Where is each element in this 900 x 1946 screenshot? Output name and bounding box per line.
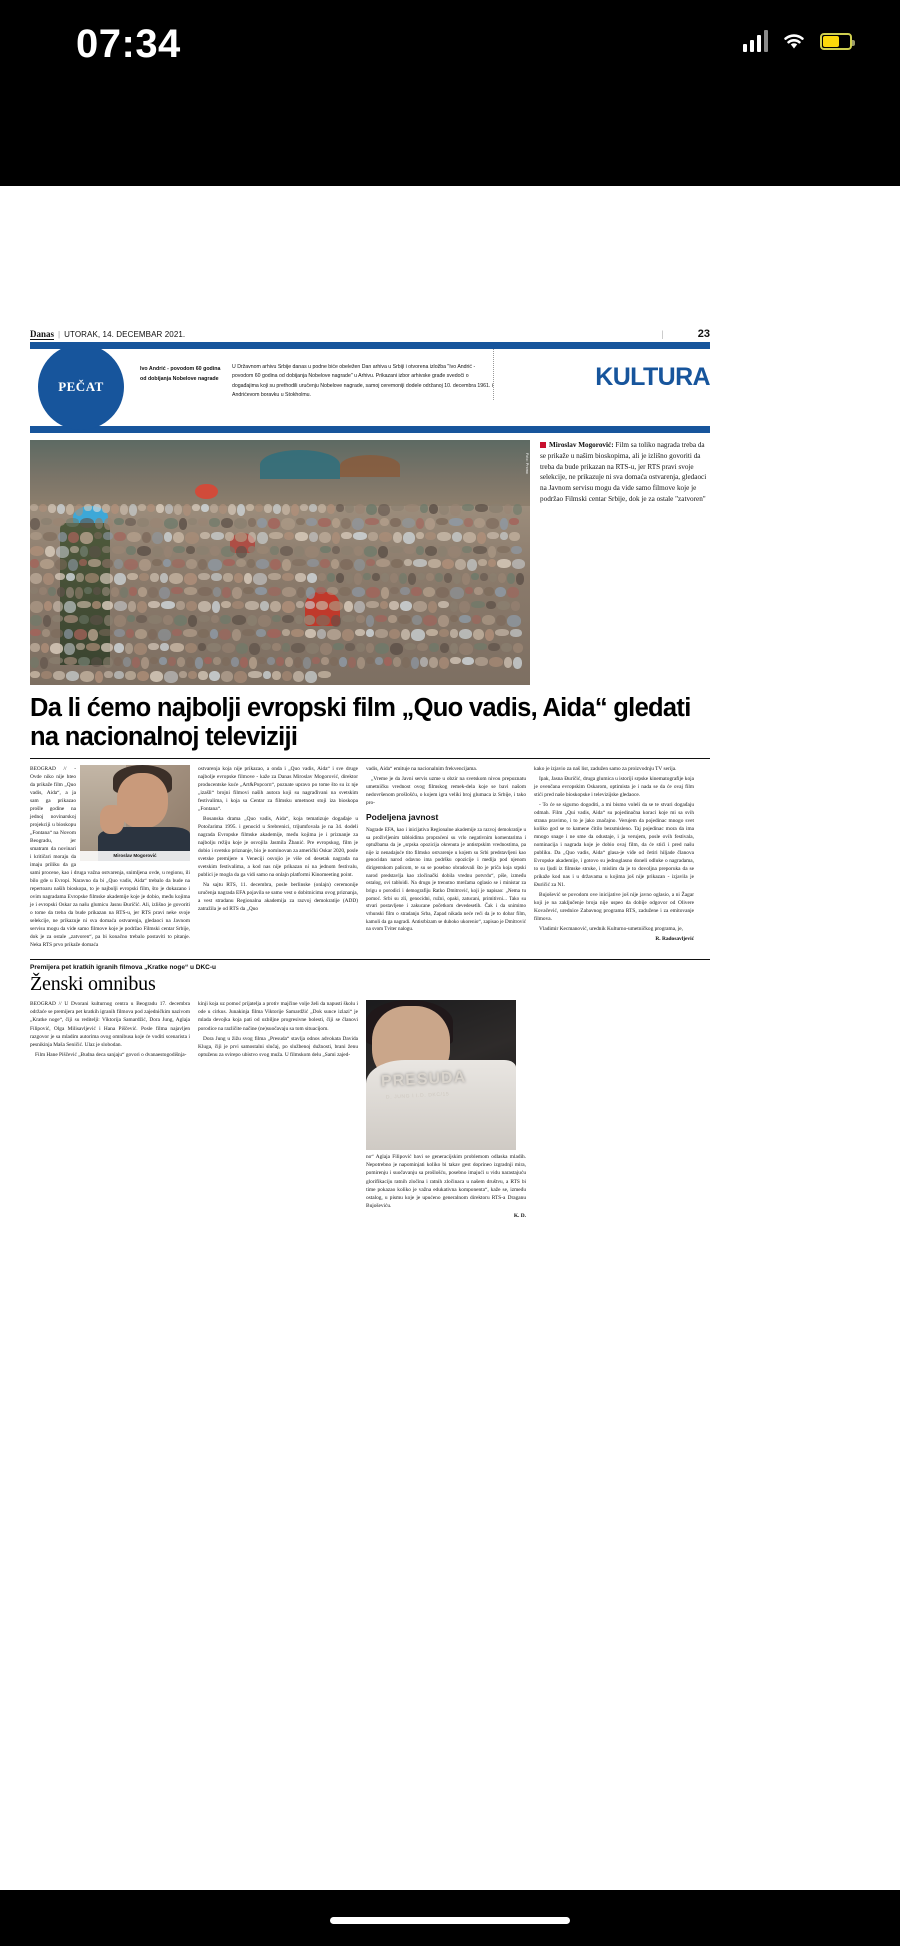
photo-credit: Foto: Promo: [525, 453, 529, 474]
film-poster-photo: [366, 1000, 516, 1150]
newspaper-sheet: [30, 328, 710, 1448]
hero-block: [30, 440, 710, 685]
cellular-signal-icon: [743, 30, 768, 52]
paragraph: kinji koja uz pomoć prijatelja a protiv majčine volje želi da napusti školu i ode u cirkus. Junakinja filma Viktorije Samardžić „Dok sunce izlazi“ je mlada devojka koja pati od ozbiljne progresivne bolesti, čiji se članovi porodice na različite načine (ne)suočavaju sa tom situacijom.: [198, 1001, 358, 1032]
section-title: KULTURA: [595, 363, 710, 391]
battery-icon: [820, 33, 852, 50]
portrait-caption: Miroslav Mogorović: [80, 851, 190, 861]
paragraph: vadis, Aida“ emituje na nacionalnim frekvencijama.: [366, 766, 478, 773]
masthead-separator: |: [58, 330, 61, 339]
masthead-date: UTORAK, 14. DECEMBAR 2021.: [64, 330, 186, 339]
masthead-divider: |: [661, 329, 664, 339]
paragraph: „Vreme je da Javni servis uzme u obzir na svetskom nivou prepoznatu umetničku vrednost ovog filmskog remek-dela koje se bavi našom nedovršenom prošlošću, o kojem igra veliki broj glumaca iz Srbije, i tako pro-: [366, 776, 526, 807]
masthead: [30, 328, 710, 342]
paragraph: ostvarenja koja nije prikazao, a onda i „Quo vadis, Aida“ i sve druge najbolje evropske filmove - kaže za Danas Miroslav Mogorović, direktor producentske kuće „Art&Popcorn“, poznate upravo po tome što su iz nje „izašli“ brojni filmovi naših autora koji su nagrađivani na svetskim festivalima, i koja sa Centar za filmsku umetnost stoji iza bioskopa „Fontana“.: [198, 766, 358, 813]
hero-quote: [538, 440, 710, 685]
article-subhead: Podeljena javnost: [366, 812, 439, 823]
headline-rule: [30, 758, 710, 759]
pecat-strip: [30, 349, 710, 424]
poster-title: PRESUDA: [380, 1068, 467, 1091]
paragraph: Film Hane Piščević „Budna deca sanjaju“ govori o dvanaestogodišnja-: [35, 1051, 187, 1058]
lower-column-1: [30, 1000, 190, 1219]
paragraph: Ipak, Jasna Đuričić, druga glumica u istoriji srpske kinematografije koja je ovenčana evropskim Oskarom, optimista je i nada se da će ovaj film stići pred naše bioskopske i televizijske gledaoce.: [534, 776, 694, 799]
quote-text: Film sa toliko nagrada treba da se prikaže u našim bioskopima, ali je izlišno govoriti da treba da bude prikazan na RTS-u, jer RTS pravi svoje selekcije, ne prikazuje ni sva domaća ostvarenja, gledaoci na Javnom servisu mogu da vide samo filmove koje je podržao Filmski centar Srbije, dok je za ostale "zatvoren": [540, 441, 707, 503]
home-indicator[interactable]: [330, 1917, 570, 1924]
lower-article-kicker: Premijera pet kratkih igranih filmova „Kratke noge“ u DKC-u: [30, 964, 217, 972]
crowd-illustration: [30, 440, 530, 685]
lower-article-columns: [30, 1000, 710, 1219]
main-headline: Da li ćemo najbolji evropski film „Quo vadis, Aida“ gledati na nacionalnoj televiziji: [30, 694, 691, 751]
article-column-4: [534, 765, 694, 951]
page-number: 23: [697, 328, 710, 340]
lower-article-headline: Ženski omnibus: [30, 973, 156, 996]
paragraph: kako je izjavio za naš list, zadužen samo za proizvodnju TV serija.: [534, 766, 677, 773]
article-column-3: [366, 765, 526, 951]
lower-article-signature: K. D.: [513, 1212, 526, 1219]
paragraph: Bosanska drama „Quo vadis, Aida“, koja tematizuje događaje u Potočarima 1995. i genocid u Srebrenici, trijumfovala je na 34. dodeli nagrada Evropske filmske akademije, među kojima je i priznanje za najbolju režiju koje je osvojila Jasmila Žbanić. Pre evropskog, film je dobio i svetsko priznanje, bio je nominovan za američki Oskar 2020, posle svetske premijere u Veneciji osvojio je više od desetak nagrada na svetskim festivalima, a kod nas nije prikazan ni na jednom festivalu, publici je mogla da ga vidi samo na onlajn platformi Kinomeeting point.: [198, 816, 358, 879]
main-article-columns: [30, 765, 710, 951]
paragraph: BEOGRAD // U Dvorani kulturnog centra u Beogradu 17. decembra održaće se premijera pet kratkih igranih filmova pod zajedničkim nazivom „Kratke noge“, čiji su reditelji: Viktorija Samardžić, Dora Jung, Aglaja Filipović, Olga Milisavljević i Hana Piščević. Posle filma najavljen razgovor je sa mladim autorima ovog omnibusa koje će voditi scenarista i pesnikinja Maša Seničić. Ulaz je slobodan.: [30, 1001, 190, 1048]
pecat-body: U Državnom arhivu Srbije danas u podne biće obeležen Dan arhiva u Srbiji i otvorena izložba "Ivo Andrić - povodom 60 godina od dobijanja Nobelove nagrade" u Arhivu. Prikazani izbor arhivske građe svedoči o događajima koji su prethodili uručenju Nobelove nagrade, samoj ceremoniji dodele održanoj 10. decembra 1961. i Andrićevom boravku u Stokholmu.: [224, 349, 494, 400]
hero-photo: [30, 440, 530, 685]
paragraph: no“ Aglaja Filipović bavi se generacijskim problemom odlaska mladih. Nepotrebno je napominjati koliko bi takav gest doprineo izgradnji mira, pomirenju i suočavanju sa prošlošću, posebno imajući u vidu narastajuću glorifikaciju ratnih zločina i ratnih zločinaca u našem društvu, a RTS bi time pokazao koliko je važna edukativna komponenta“, kaže se, između ostalog, u pismu koje je upućeno generalnom direktoru RTS-a Draganu Bujoševiću.: [366, 1154, 526, 1209]
status-bar-icons: [743, 30, 852, 52]
paragraph: - To će se sigurno dogoditi, a mi bismo voleli da se te stvari događaju odmah. Film „Qui vadis, Aida“ su pojedinačna koraci koje mi sa svih strana pravimo, i to je jako značajno. Verujem da pojedinac mnogo svet koliko god se to kamene čitilo bezsmisleno. Taj pojedinac mora da ima mnogo snage i ne sme da odustaje, i ja verujem, posle ovih festivala, nominacija i nagrada koje je dobio ovaj film, da će stići i pred našu publiku. Da „Quo vadis, Aida“ glasa-je viđe od četiri hiljade članova Evropske akademije, i gotovo su jednoglasno doneli odluke o nagradama, to su ljudi iz filmske struke, i mislim da je to dovoljna preporuka da se prikaže kod nas i u državama u kojima još nije prikazan - izjavila je Đuričić za N1.: [534, 802, 694, 889]
paragraph: Na sajtu RTS, 11. decembra, posle berlinske (onlajn) ceremonije uručenja nagrada EFA pojavila se samo vest o dobitnicima ovog priznanja, a vest stradanu Regionalna akademija za razvoj demokratije (ADD) zatražila je od RTS da „Quo: [198, 882, 358, 913]
quote-speaker: Miroslav Mogorović:: [549, 441, 614, 449]
status-bar: [0, 0, 900, 186]
lower-column-2: [198, 1000, 358, 1219]
masthead-rule: [30, 342, 710, 349]
portrait-photo: [80, 765, 190, 861]
article-column-2: [198, 765, 358, 951]
bullet-square-icon: [540, 442, 546, 448]
masthead-right: [661, 328, 710, 340]
article-byline: R. Radosavljević: [655, 936, 694, 943]
article-column-1: [30, 765, 190, 951]
newspaper-brand: Danas: [30, 329, 55, 339]
pecat-kicker: Ivo Andrić - povodom 60 godina od dobijanja Nobelove nagrade: [140, 366, 221, 382]
wifi-icon: [781, 31, 807, 51]
paragraph: BEOGRAD // - Ovde niko nije hteo da prikaže film „Quo vadis, Aida“, a ja sam ga prikazao prošle godine na jednoj novinarskoj projekciji u bioskopu „Fontana“ na Novom Beogradu, jer smatram da novinari i kritičari moraju da imaju priliku da ga sami procene, kao i druga važna ostvarenja, snimljena ovde, u regionu, ili bilo gde u Evropi. Naravno da bi „Quo vadis, Aida“ trebalo da bude na repertoaru naših bioskopa, to je najbolji evropski film, što je dokazano i ovim nagradama Evropske filmske akademije koje je dobio, među kojima je i evropski Oskar za našu glumicu Jasnu Đuričić. Ali, izlišno je govoriti o tome da treba da bude prikazan na RTS-u, jer RTS pravi neke svoje selekcije, ne prikazuje ni sva domaća ostvarenja, gledaoci na Javnom servisu mogu da vide samo filmove koje je podržao Filmski centar Srbije, dok je za ostale „zatvoren“, pa bi konačno trebalo postaviti to pitanje. Neka RTS prvo prikaže domaća: [30, 766, 190, 949]
paragraph: Bujošević se povodom ove inicijative još nije javno oglasio, a ni Žagar koji je na zaključenje broja nije uspeo da dobije odgovor od Olivere Kovačević, urednice Zabavnog programa RTS, zadužene i za emitovanje filmova.: [534, 892, 694, 923]
lower-column-3: [366, 1000, 526, 1219]
newspaper-page-view[interactable]: [0, 186, 900, 1890]
section-rule: [30, 426, 710, 433]
masthead-left: [30, 330, 185, 340]
paragraph: Vladimir Kecmanović, urednik Kulturno-umetničkog programa, je,: [539, 926, 683, 933]
poster-subtitle: D. JUNG I I.D. DKC/15: [385, 1091, 450, 1102]
status-bar-clock: 07:34: [76, 22, 181, 66]
pecat-badge: PEČAT: [38, 344, 124, 430]
paragraph: Nagrade EFA, kao i inicijativa Regionalne akademije za razvoj demokratije u sa proživljenim tabloidima propraćeni su vrlo negativnim komentarima i optužbama da je „srpska opozicija okrenuta je antisrpskim vrednostima, pa nije iz nenadajuće tito filmsko ostvarenje u kojem su Srbi predstavljeni kao genocidan narod odavno ima podršku opozicije i medija pod njenom dirigentskom palicom, te su se posebno obradovali što je priča koja srpski narod predstavlja kao zločinački dobila vrednu potvrdu“, piše, između ostalog, ovi tabloidi. Na drugu je trenutno mrežama oglasio se i ministar za brigu o porodici i demografiju Ratko Dmitrović, koji je napisao: „Nema tu pomoć. Srbi su zli, genocidni, ružni, opaki, zatucani, primitivni... Tako su stvari postavljene i zakucane početkom devedesetih. Čak i da snimimo vrhunski film o stradanju Srba, Zapad nikada neće reći da je to dobar film, kamoli da ga nagradi. Antisrbizam se duboko ukorenio“, zapisao je Dmitrović na svom Tviter nalogu.: [366, 826, 526, 933]
paragraph: Dora Jung u žižu svog filma „Presuda“ stavlja odnos advokata Davida Kluga, čiji je prvi samostalni slučaj, po službenoj dužnosti, brani ženu optuženu za svirepo ubistvo svog muža. U filmskom delu „Sami zajed-: [198, 1035, 358, 1058]
